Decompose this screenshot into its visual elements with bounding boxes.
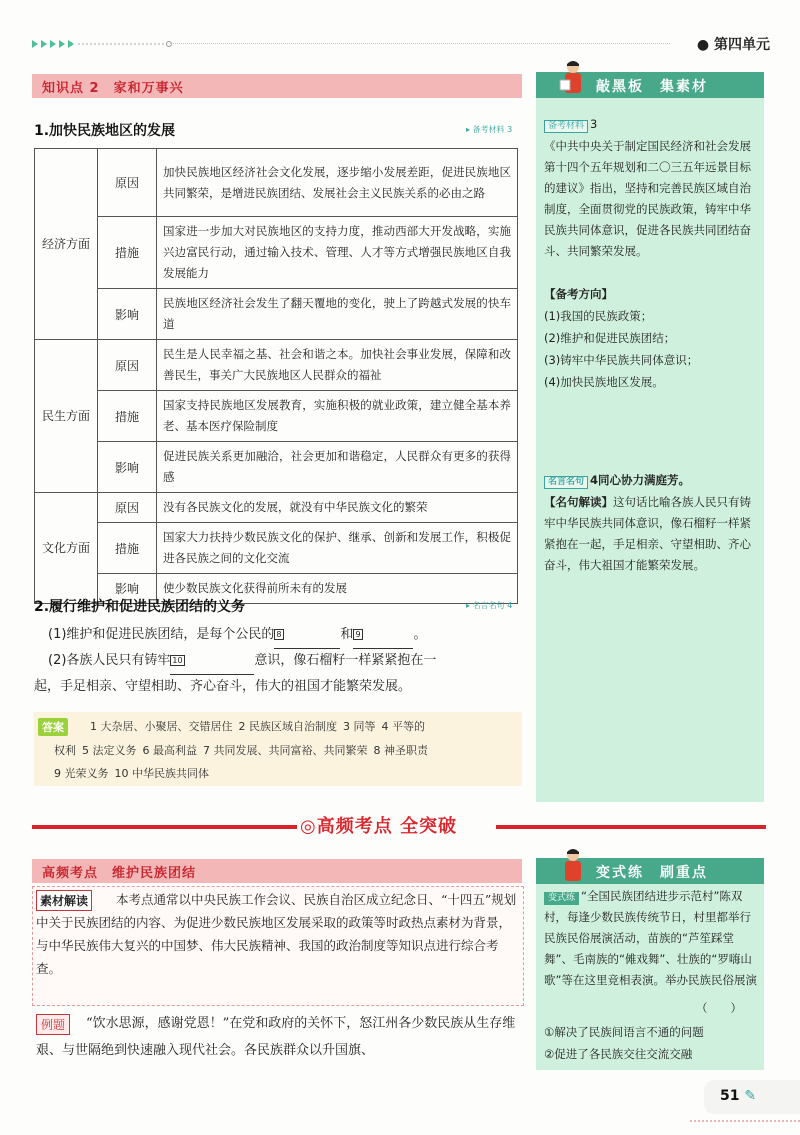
answer-label: 答案: [38, 718, 68, 736]
material-label: 素材解读: [36, 890, 92, 911]
table-cell: 民生是人民幸福之基、社会和谐之本。加快社会事业发展，保障和改善民生，事关广大民族地区人民群众的福祉: [157, 340, 518, 391]
answer-line-3: 9 光荣义务 10 中华民族共同体: [54, 767, 209, 780]
direction-item: (1)我国的民族政策；: [544, 309, 653, 323]
page-dots: [690, 1120, 800, 1122]
table-cell: 国家进一步加大对民族地区的支持力度，推动西部大开发战略，实施兴边富民行动，通过输入技术、管理、人才等方式增强民族地区自我发展能力: [157, 217, 518, 289]
header-arrows-decoration: [32, 40, 172, 48]
direction-item: (3)铸牢中华民族共同体意识；: [544, 353, 699, 367]
student-icon: [558, 846, 588, 886]
quote-explanation: 【名句解读】这句话比喻各族人民只有铸牢中华民族共同体意识，像石榴籽一样紧紧抱在一起，手足相亲、守望相助、齐心奋斗，伟大祖国才能繁荣发展。: [544, 495, 751, 572]
ref-material-3: ▸ 备考材料 3: [466, 125, 513, 134]
answer-line-2: 权利 5 法定义务 6 最高利益 7 共同发展、共同富裕、共同繁荣 8 神圣职责: [54, 744, 428, 757]
table-kind: 影响: [98, 289, 157, 340]
practice-question: 变式练 “全国民族团结进步示范村”陈双村，每逢少数民族传统节日，村里都举行民族民俗展演活动，苗族的“芦笙踩堂舞”、毛南族的“傩戏舞”、壮族的“罗嗨山歌”等在这里竞相表演。举办民族民俗展演: [544, 889, 757, 987]
unit-title: ● 第四单元: [696, 37, 770, 53]
answer-box: [34, 712, 522, 786]
answer-paren[interactable]: （ ）: [696, 1001, 742, 1015]
banner-line-right: [496, 825, 766, 829]
example-text: “饮水思源，感谢党恩！”在党和政府的关怀下，怒江州各少数民族从生存维艰、与世隔绝到快速融入现代社会。各民族群众以升国旗、: [36, 1016, 516, 1058]
sidebar-practice-title: 变式练 刷重点: [596, 865, 708, 881]
table-kind: 措施: [98, 391, 157, 442]
page-number: 51 ✎: [720, 1088, 757, 1104]
practice-option: ①解决了民族间语言不通的问题: [544, 1025, 704, 1039]
material-text: 本考点通常以中央民族工作会议、民族自治区成立纪念日、“十四五”规划中关于民族团结的内容、为促进少数民族地区发展采取的政策等时政热点素材为背景，与中华民族伟大复兴的中国梦、伟大民族精神、我国的政治制度等知识点进行综合考查。: [36, 892, 517, 976]
blank-9[interactable]: 9: [353, 622, 413, 649]
answer-line-1: 1 大杂居、小聚居、交错居住 2 民族区域自治制度 3 同等 4 平等的: [90, 720, 425, 733]
table-kind: 原因: [98, 149, 157, 217]
ref-quote-4: ▸ 名言名句 4: [466, 601, 513, 610]
knowledge-point-bar: [32, 74, 522, 98]
knowledge-point-title: 知识点 2 家和万事兴: [42, 80, 184, 96]
table-area-livelihood: 民生方面: [35, 340, 98, 493]
direction-label: 【备考方向】: [544, 287, 613, 301]
table-cell: 加快民族地区经济社会文化发展，逐步缩小发展差距，促进民族地区共同繁荣，是增进民族团结、发展社会主义民族关系的必由之路: [157, 149, 518, 217]
table-kind: 影响: [98, 442, 157, 493]
example-label: 例题: [36, 1014, 70, 1035]
heading-develop-ethnic-regions: 1.加快民族地区的发展: [34, 123, 176, 139]
table-cell: 使少数民族文化获得前所未有的发展: [157, 574, 518, 604]
banner-line-left: [32, 825, 297, 829]
material-ref-tag: 备考材料 3: [544, 114, 760, 135]
unit-dot: ●: [696, 37, 714, 53]
table-kind: 影响: [98, 574, 157, 604]
fill-question-2-cont: 起，手足相亲、守望相助、齐心奋斗，伟大的祖国才能繁荣发展。: [34, 679, 412, 694]
table-kind: 措施: [98, 523, 157, 574]
table-kind: 措施: [98, 217, 157, 289]
spiral-icon: ◎: [300, 816, 317, 837]
table-cell: 国家大力扶持少数民族文化的保护、继承、创新和发展工作，积极促进各民族之间的文化交流: [157, 523, 518, 574]
high-frequency-bar: [32, 859, 522, 883]
development-table: [34, 148, 518, 604]
direction-item: (2)维护和促进民族团结；: [544, 331, 676, 345]
quote-line: 名言名句 4同心协力满庭芳。: [544, 470, 760, 491]
practice-option: ②促进了各民族交往交流交融: [544, 1047, 693, 1061]
blank-8[interactable]: 8: [274, 622, 340, 649]
table-cell: 没有各民族文化的发展，就没有中华民族文化的繁荣: [157, 493, 518, 523]
table-cell: 民族地区经济社会发生了翻天覆地的变化，驶上了跨越式发展的快车道: [157, 289, 518, 340]
table-area-culture: 文化方面: [35, 493, 98, 604]
direction-item: (4)加快民族地区发展。: [544, 375, 664, 389]
table-cell: 促进民族关系更加融洽，社会更加和谐稳定，人民群众有更多的获得感: [157, 442, 518, 493]
table-area-economy: 经济方面: [35, 149, 98, 340]
sidebar-materials-title: 敲黑板 集素材: [596, 79, 708, 95]
teacher-icon: [558, 58, 588, 98]
banner-title: ◎高频考点 全突破: [300, 816, 457, 837]
blank-10[interactable]: 10: [170, 648, 254, 675]
header-divider: [170, 43, 670, 44]
high-frequency-title: 高频考点 维护民族团结: [42, 865, 197, 881]
heading-unity-duty: 2.履行维护和促进民族团结的义务: [34, 599, 246, 615]
pen-icon: ✎: [739, 1088, 757, 1104]
table-cell: 国家支持民族地区发展教育，实施积极的就业政策，建立健全基本养老、基本医疗保险制度: [157, 391, 518, 442]
table-kind: 原因: [98, 340, 157, 391]
material-paragraph: 《中共中央关于制定国民经济和社会发展第十四个五年规划和二〇三五年远景目标的建议》指出，坚持和完善民族区域自治制度，全面贯彻党的民族政策，铸牢中华民族共同体意识，促进各民族共同团结奋斗、共同繁荣发展。: [544, 139, 751, 258]
fill-question-2: (2)各族人民只有铸牢 10 意识，像石榴籽一样紧紧抱在一: [48, 648, 522, 675]
table-kind: 原因: [98, 493, 157, 523]
fill-question-1: (1)维护和促进民族团结，是每个公民的 8 和 9 。: [48, 622, 522, 649]
